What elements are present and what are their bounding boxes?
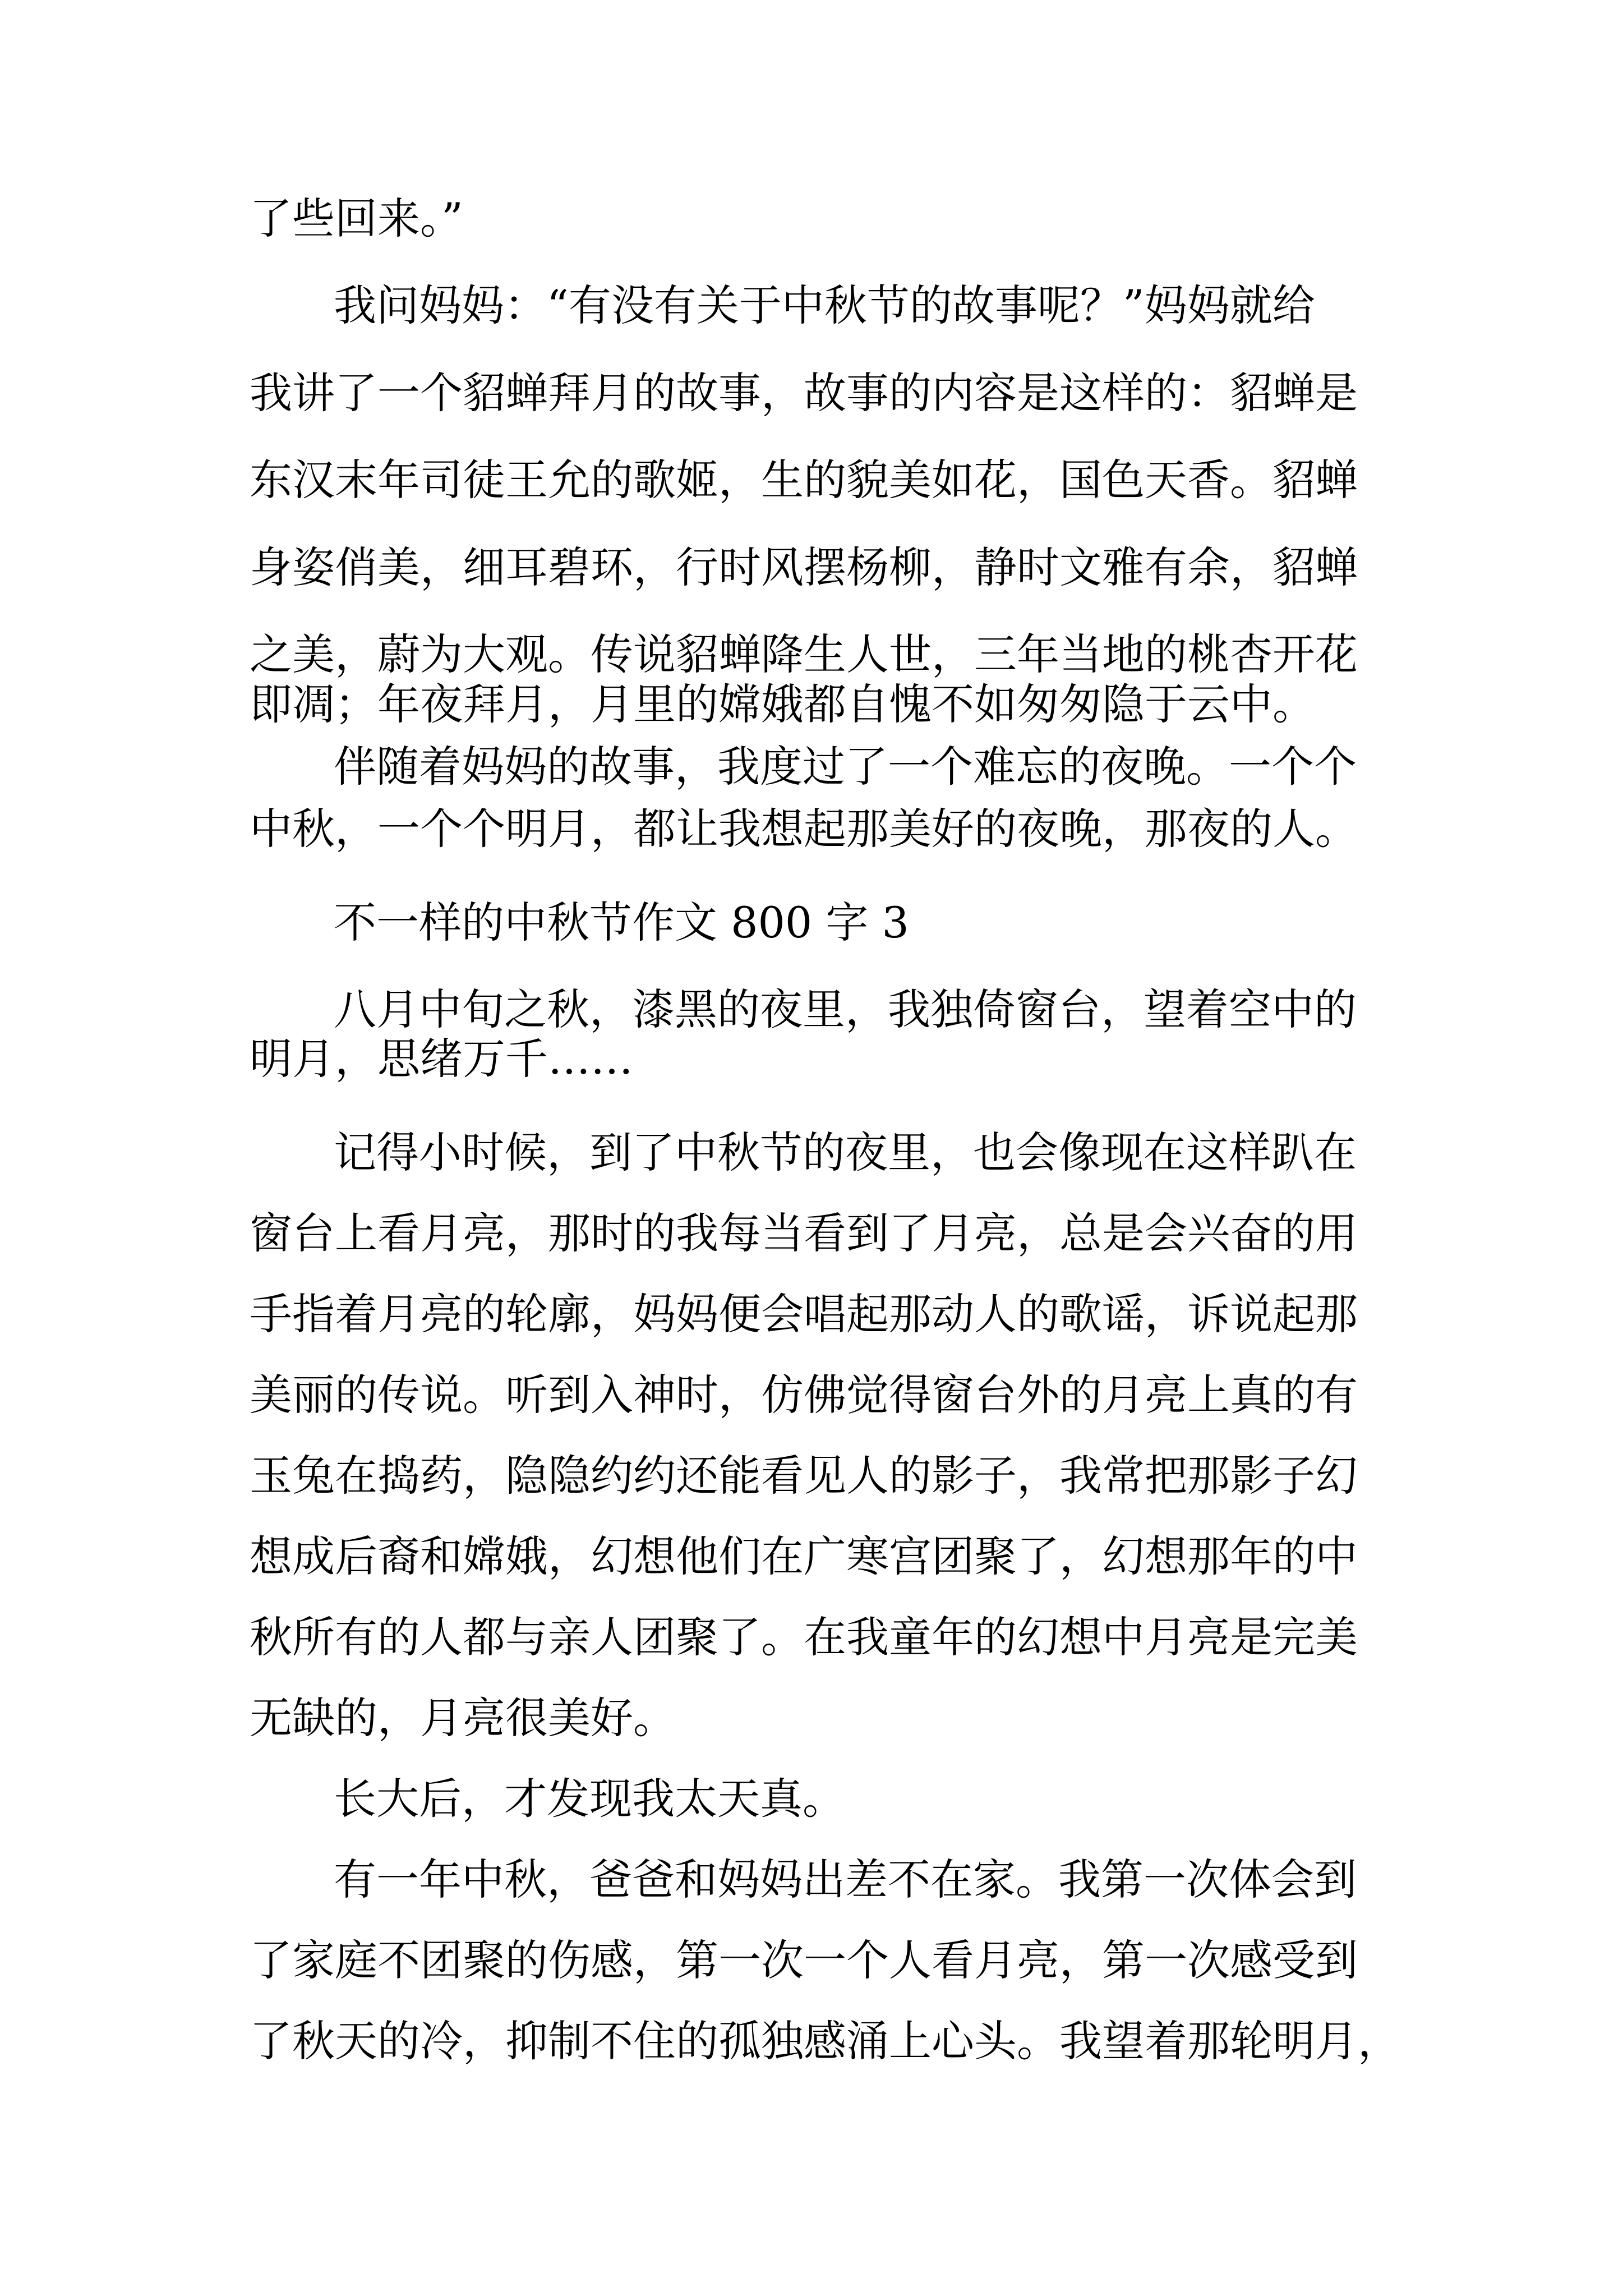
text-line: 之美，蔚为大观。传说貂蝉降生人世，三年当地的桃杏开花 bbox=[250, 629, 1358, 679]
text-line: 想成后裔和嫦娥，幻想他们在广寒宫团聚了，幻想那年的中 bbox=[250, 1531, 1358, 1581]
section-heading: 不一样的中秋节作文 800 字 3 bbox=[334, 898, 909, 947]
text-line: 中秋，一个个明月，都让我想起那美好的夜晚，那夜的人。 bbox=[250, 804, 1358, 854]
text-line: 窗台上看月亮，那时的我每当看到了月亮，总是会兴奋的用 bbox=[250, 1208, 1358, 1258]
text-line: 明月，思绪万千…… bbox=[250, 1034, 633, 1084]
text-line: 即凋；年夜拜月，月里的嫦娥都自愧不如匆匆隐于云中。 bbox=[250, 679, 1315, 729]
text-line: 玉兔在捣药，隐隐约约还能看见人的影子，我常把那影子幻 bbox=[250, 1451, 1358, 1501]
text-line: 了秋天的冷，抑制不住的孤独感涌上心头。我望着那轮明月， bbox=[250, 2016, 1400, 2066]
text-line: 了些回来。” bbox=[250, 194, 463, 243]
text-line: 东汉末年司徒王允的歌姬，生的貌美如花，国色天香。貂蝉 bbox=[250, 455, 1358, 505]
text-line: 我问妈妈：“有没有关于中秋节的故事呢？”妈妈就给 bbox=[334, 280, 1315, 330]
text-line: 八月中旬之秋，漆黑的夜里，我独倚窗台，望着空中的 bbox=[334, 984, 1357, 1034]
text-line: 无缺的，月亮很美好。 bbox=[250, 1693, 676, 1743]
text-line: 美丽的传说。听到入神时，仿佛觉得窗台外的月亮上真的有 bbox=[250, 1370, 1358, 1420]
text-line: 我讲了一个貂蝉拜月的故事，故事的内容是这样的：貂蝉是 bbox=[250, 368, 1358, 418]
text-line: 秋所有的人都与亲人团聚了。在我童年的幻想中月亮是完美 bbox=[250, 1612, 1358, 1662]
text-line: 身姿俏美，细耳碧环，行时风摆杨柳，静时文雅有余，貂蝉 bbox=[250, 542, 1358, 592]
text-line: 伴随着妈妈的故事，我度过了一个难忘的夜晚。一个个 bbox=[334, 742, 1357, 792]
text-line: 有一年中秋，爸爸和妈妈出差不在家。我第一次体会到 bbox=[334, 1855, 1357, 1904]
text-line: 了家庭不团聚的伤感，第一次一个人看月亮，第一次感受到 bbox=[250, 1935, 1358, 1985]
text-line: 长大后，才发现我太天真。 bbox=[334, 1774, 845, 1824]
text-line: 手指着月亮的轮廓，妈妈便会唱起那动人的歌谣，诉说起那 bbox=[250, 1289, 1358, 1339]
text-line: 记得小时候，到了中秋节的夜里，也会像现在这样趴在 bbox=[334, 1128, 1357, 1177]
